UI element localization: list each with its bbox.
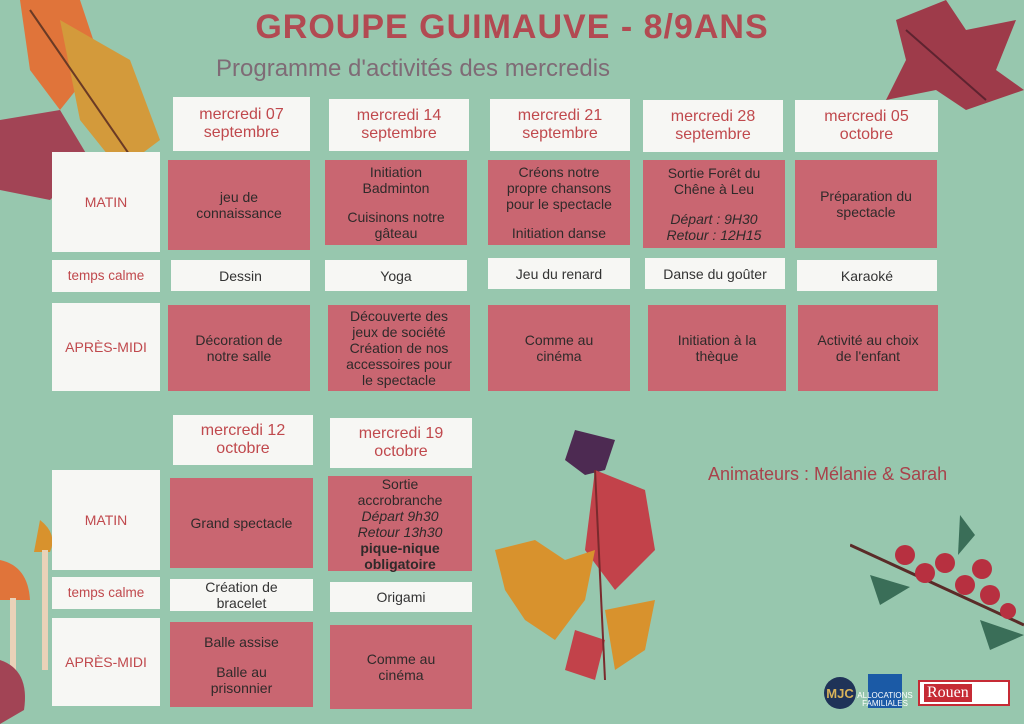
date-header: mercredi 12 octobre bbox=[173, 415, 313, 465]
quiet-cell: Danse du goûter bbox=[645, 258, 785, 289]
row-label-quiet: temps calme bbox=[52, 260, 160, 292]
rouen-logo bbox=[918, 680, 1010, 706]
date-header: mercredi 05 octobre bbox=[795, 100, 938, 152]
activity-text: Sortie accrobranche bbox=[357, 475, 443, 508]
date-header: mercredi 07 septembre bbox=[173, 97, 310, 151]
quiet-cell: Karaoké bbox=[797, 260, 937, 291]
mjc-logo-text: MJC bbox=[826, 685, 854, 701]
activity-cell: jeu de connaissance bbox=[168, 160, 310, 250]
row-label-morning: MATIN bbox=[52, 152, 160, 252]
date-header: mercredi 19 octobre bbox=[330, 418, 472, 468]
mjc-logo bbox=[824, 677, 856, 709]
quiet-cell: Yoga bbox=[325, 260, 467, 291]
row-label-quiet: temps calme bbox=[52, 577, 160, 609]
activity-cell: Comme au cinéma bbox=[330, 625, 472, 709]
activity-note: pique-nique obligatoire bbox=[360, 539, 440, 572]
rouen-logo-text: Rouen bbox=[924, 684, 972, 702]
date-header: mercredi 14 septembre bbox=[329, 99, 469, 151]
row-label-afternoon: APRÈS-MIDI bbox=[52, 618, 160, 706]
activity-cell: Grand spectacle bbox=[170, 478, 313, 568]
mushrooms bbox=[0, 520, 60, 724]
activity-cell bbox=[643, 160, 785, 248]
page-title: GROUPE GUIMAUVE - 8/9ANS bbox=[255, 8, 769, 46]
activity-cell: Décoration de notre salle bbox=[168, 305, 310, 391]
date-header: mercredi 21 septembre bbox=[490, 99, 630, 151]
quiet-cell: Dessin bbox=[171, 260, 310, 291]
activity-cell: Préparation du spectacle bbox=[795, 160, 937, 248]
activity-text: Sortie Forêt du Chêne à Leu bbox=[667, 165, 761, 197]
activity-cell: Découverte des jeux de société Création de nos accessoires pour le spectacle bbox=[328, 305, 470, 391]
activity-cell bbox=[325, 160, 467, 245]
row-label-afternoon: APRÈS-MIDI bbox=[52, 303, 160, 391]
activity-cell bbox=[328, 476, 472, 571]
activity-schedule: Départ : 9H30 Retour : 12H15 bbox=[666, 211, 762, 243]
activity-cell bbox=[170, 622, 313, 707]
row-label-morning: MATIN bbox=[52, 470, 160, 570]
quiet-cell: Origami bbox=[330, 582, 472, 612]
berry-branch bbox=[850, 515, 1024, 650]
activity-cell: Activité au choix de l'enfant bbox=[798, 305, 938, 391]
activity-text: Balle au prisonnier bbox=[210, 663, 273, 696]
quiet-cell: Création de bracelet bbox=[170, 579, 313, 611]
activity-text: Créons notre propre chansons pour le spectacle bbox=[506, 164, 612, 212]
activity-cell: Initiation à la thèque bbox=[648, 305, 786, 391]
activity-cell: Comme au cinéma bbox=[488, 305, 630, 391]
page-subtitle: Programme d'activités des mercredis bbox=[216, 55, 611, 82]
caf-logo: ALLOCATIONS FAMILIALES bbox=[868, 674, 902, 708]
activity-text: Cuisinons notre gâteau bbox=[347, 209, 445, 241]
staff-note: Animateurs : Mélanie & Sarah bbox=[708, 464, 948, 484]
activity-cell bbox=[488, 160, 630, 245]
activity-text: Balle assise bbox=[204, 633, 279, 650]
activity-schedule: Départ 9h30 Retour 13h30 bbox=[357, 507, 443, 540]
activity-text: Initiation Badminton bbox=[362, 164, 430, 196]
quiet-cell: Jeu du renard bbox=[488, 258, 630, 289]
activity-text: Initiation danse bbox=[511, 225, 607, 241]
date-header: mercredi 28 septembre bbox=[643, 100, 783, 152]
autumn-leaves-center bbox=[495, 430, 685, 690]
